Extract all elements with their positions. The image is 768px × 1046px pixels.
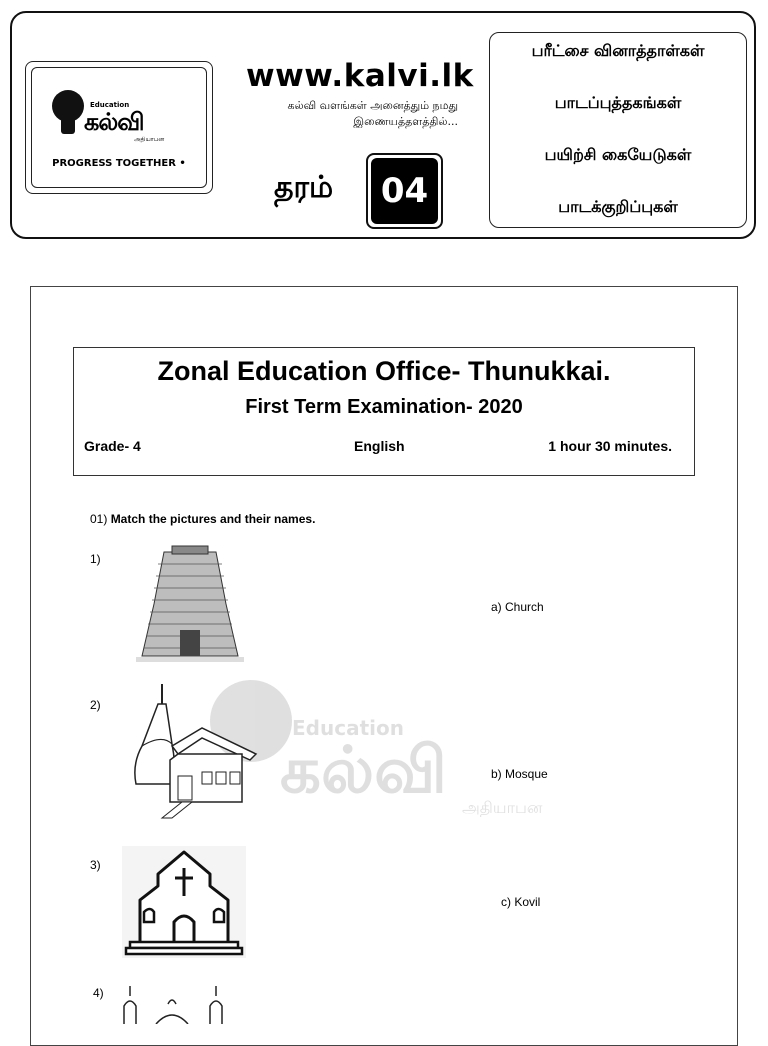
grade-text: Grade- 4 — [84, 438, 141, 454]
item-number-4: 4) — [93, 986, 104, 1000]
watermark-education-text: Education — [292, 716, 404, 740]
grade-badge — [366, 153, 443, 229]
bulb-stem — [61, 120, 75, 134]
exam-title: First Term Examination- 2020 — [245, 396, 523, 418]
question-number: 01) — [90, 512, 108, 526]
logo-frame — [31, 67, 207, 188]
bulb-icon — [52, 90, 84, 122]
buddhist-temple-icon — [132, 684, 264, 820]
subject-text: English — [354, 438, 405, 454]
menu-item-exam-papers[interactable]: பரீட்சை வினாத்தாள்கள் — [531, 41, 705, 60]
logo-brand-text: கல்வி — [84, 108, 144, 136]
logo-sub-text: அதியாபன — [134, 136, 165, 143]
question-title — [90, 512, 315, 526]
grade-label: தரம் — [274, 170, 334, 205]
item-number-2: 2) — [90, 698, 101, 712]
site-desc-line2: இணையத்தளத்தில்... — [353, 115, 458, 128]
logo-education-text: Education — [90, 101, 130, 109]
exam-header — [73, 347, 695, 476]
item-number-3: 3) — [90, 858, 101, 872]
site-desc-line1: கல்வி வளங்கள் அனைத்தும் நமது — [287, 99, 458, 112]
office-title: Zonal Education Office- Thunukkai. — [157, 356, 611, 386]
question-text: Match the pictures and their names. — [110, 512, 316, 526]
watermark-brand-text: கல்வி — [280, 734, 447, 808]
option-b: b) Mosque — [491, 767, 548, 781]
item-number-1: 1) — [90, 552, 101, 566]
resource-menu — [489, 32, 747, 228]
church-icon — [122, 846, 246, 958]
option-c: c) Kovil — [501, 895, 541, 909]
logo-tagline: PROGRESS TOGETHER • — [52, 158, 186, 169]
grade-number: 04 — [371, 158, 438, 224]
kalvi-logo[interactable] — [25, 61, 213, 194]
menu-item-textbooks[interactable]: பாடப்புத்தகங்கள் — [554, 93, 682, 112]
watermark-sub-text: அதியாபன — [462, 798, 543, 817]
menu-item-notes[interactable]: பாடக்குறிப்புகள் — [558, 197, 678, 216]
menu-item-workbooks[interactable]: பயிற்சி கையேடுகள் — [544, 145, 692, 164]
mosque-icon — [118, 986, 230, 1024]
option-a: a) Church — [491, 600, 544, 614]
temple-tower-icon — [134, 544, 246, 664]
site-url[interactable]: www.kalvi.lk — [246, 58, 474, 94]
duration-text: 1 hour 30 minutes. — [548, 438, 672, 454]
